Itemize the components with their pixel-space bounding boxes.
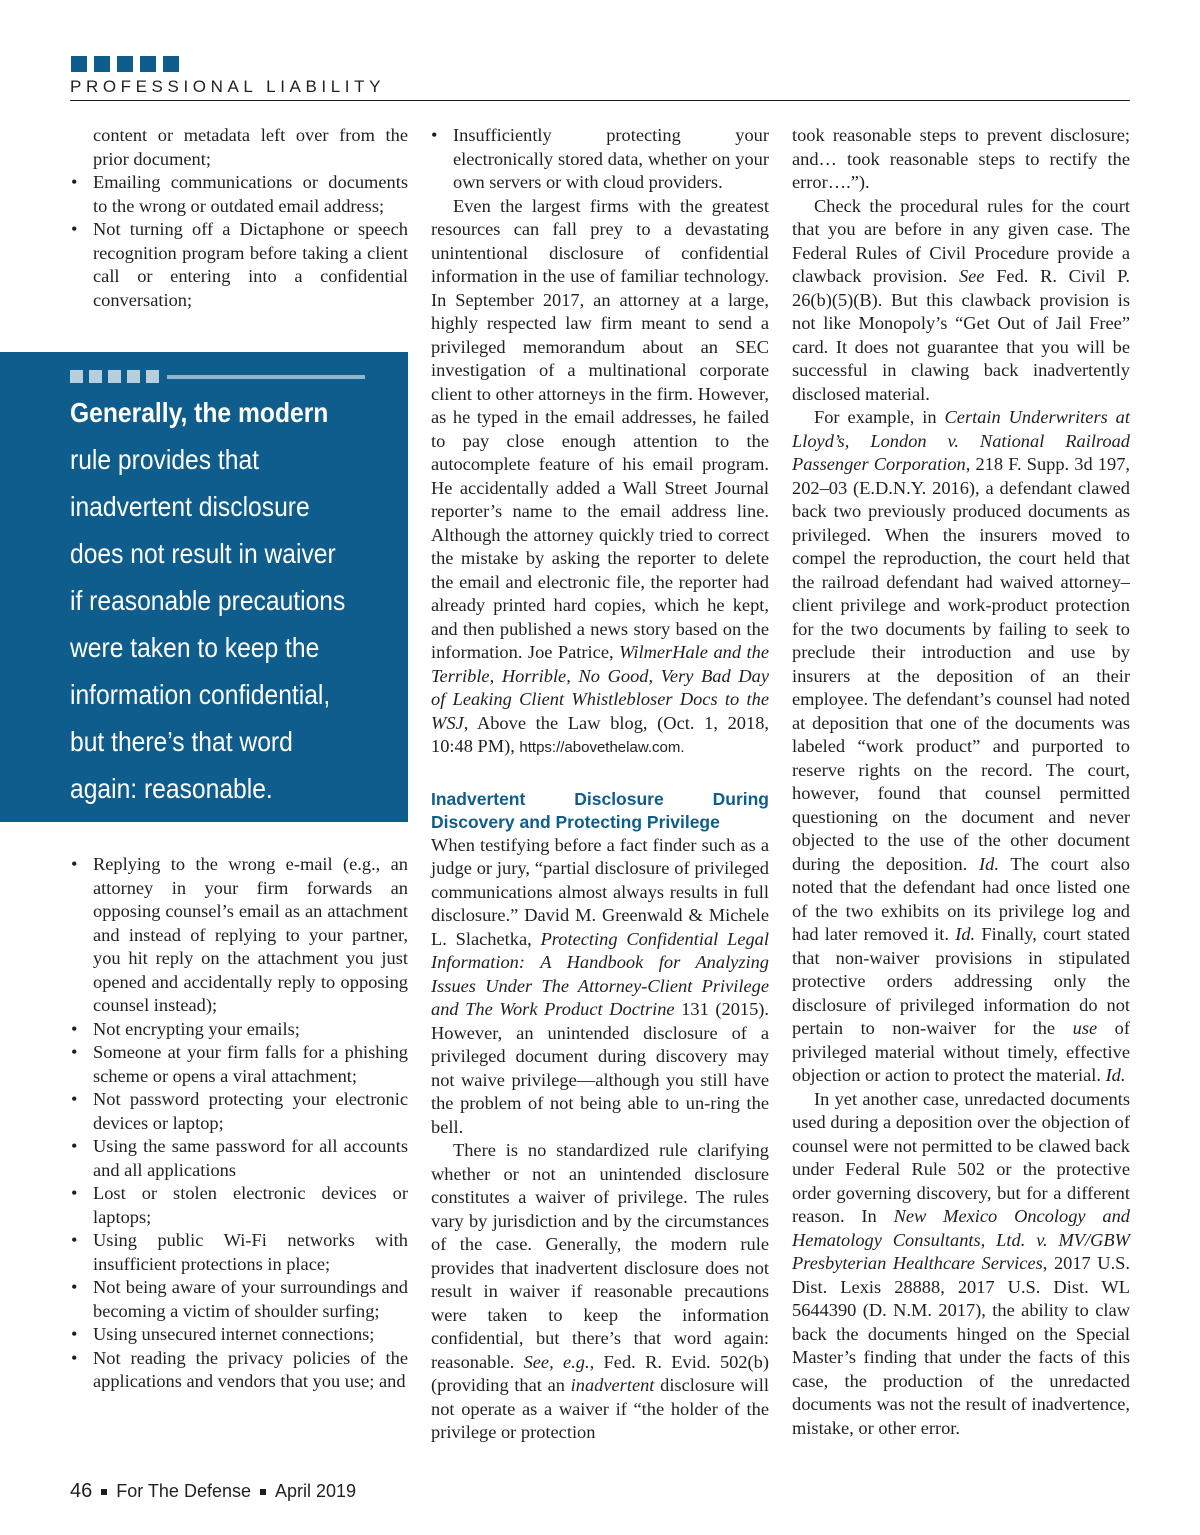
pull-quote-line: were taken to keep the (70, 632, 320, 663)
pull-quote-lead: Generally, the modern (70, 397, 329, 428)
list-item: • Insufficiently protecting your electronically stored data, whether on your own servers or with cloud providers. (431, 124, 769, 195)
list-item: • Not being aware of your surroundings and becoming a victim of shoulder surfing; (71, 1276, 408, 1323)
text-run: Finally, court stated that non-waiver provisions in stipulated protective orders addressing only the disclosure of privileged information do not pertain to non-waiver for the (792, 924, 1130, 1038)
bullet-list-top (71, 124, 408, 312)
square-icon (89, 370, 102, 383)
paragraph: took reasonable steps to prevent disclosure; and… took reasonable steps to rectify the error….”). (792, 125, 1130, 192)
pull-quote-rule (167, 375, 365, 379)
text-run: The court also noted that the defendant had once listed one of the two exhibits on its privilege log and had later removed it. (792, 853, 1130, 944)
section-heading: Inadvertent Disclosure During Discovery and Protecting Privilege (431, 788, 769, 832)
square-icon (117, 56, 133, 72)
text-run: Check the procedural rules for the court that you are before in any given case. The Federal Rules of Civil Procedure provide a clawback provision. (792, 195, 1130, 286)
list-item: • Not reading the privacy policies of the applications and vendors that you use; and (71, 1347, 408, 1394)
paragraph (792, 195, 1130, 407)
id-citation: Id. (955, 924, 976, 944)
square-icon (140, 56, 156, 72)
square-icon (146, 370, 159, 383)
pull-quote-squares (70, 370, 408, 383)
list-item: • Replying to the wrong e-mail (e.g., an attorney in your firm forwards an opposing counsel’s email as an attachment and instead of replying to your partner, you hit reply on the attachment you just opened and accidentally reply to opposing counsel instead); (71, 853, 408, 1018)
signal-text: See (958, 266, 985, 286)
text-run: 131 (2015). However, an unintended disclosure of a privileged document during discovery may not waive privilege—although you still have the problem of not being able to un-ring the bell. (431, 999, 770, 1137)
list-item: • Lost or stolen electronic devices or laptops; (71, 1182, 408, 1229)
page-number: 46 (70, 1480, 93, 1502)
column-1-bottom (71, 853, 408, 1394)
text-run: disclosure will not operate as a waiver if “the holder of the privilege or protection (431, 1375, 769, 1442)
square-icon (71, 56, 87, 72)
list-item: • Not turning off a Dictaphone or speech recognition program before taking a client call or entering into a confidential conversation; (71, 218, 408, 312)
signal-text: See, e.g., (523, 1351, 595, 1372)
text-run: There is no standardized rule clarifying whether or not an unintended disclosure constitutes a waiver of privilege. The rules vary by jurisdiction and by the circumstances of the case. Generally, the modern rule provides that inadvertent disclosure does not result in waiver if reasonable precautions were taken to keep the information confidential, but there’s that word again: reasonable. (431, 1140, 769, 1372)
paragraph (431, 1139, 769, 1445)
text-run: , Above the Law blog, (Oct. 1, 2018, 10:48 PM), (431, 712, 769, 756)
text-run: , 218 F. Supp. 3d 197, 202–03 (E.D.N.Y. 2016), a defendant clawed back two previously produced documents as privileged. When the insurers moved to compel the reproduction, the court held that the railroad defendant had waived attorney–client privilege and work-product protection for the two documents by failing to seek to preclude their introduction and use by insurers at the deposition of an their employee. The defendant’s counsel had noted at deposition that one of the documents was labeled “work product” and purported to reserve rights on the record. The court, however, found that counsel permitted questioning on the document and never objected to the use of the other document during the deposition. (792, 454, 1130, 874)
square-icon (108, 370, 121, 383)
square-icon (127, 370, 140, 383)
section-label: PROFESSIONAL LIABILITY (70, 77, 386, 96)
square-icon (163, 56, 179, 72)
column-2 (431, 124, 769, 1445)
list-item: • Using public Wi-Fi networks with insufficient protections in place; (71, 1229, 408, 1276)
issue-date: April 2019 (275, 1481, 357, 1501)
list-item: • Emailing communications or documents to the wrong or outdated email address; (71, 171, 408, 218)
citation-title: Protecting Confidential Legal Information: A Handbook for Analyzing Issues Under The Attorney-Client Privilege and The Work Product Doctrine (431, 928, 769, 1019)
pull-quote-line: inadvertent disclosure (70, 491, 310, 522)
citation-title: WilmerHale and the Terrible, Horrible, No Good, Very Bad Day of Leaking Client Whistlebloser Docs to the WSJ (431, 642, 769, 733)
header-squares (71, 56, 179, 72)
paragraph (792, 1088, 1130, 1441)
text-run: Fed. R. Civil P. 26(b)(5)(B). But this clawback provision is not like Monopoly’s “Get Out of Jail Free” card. It does not guarantee that you will be successful in clawing back inadvertently disclosed material. (792, 266, 1130, 404)
text-run: When testifying before a fact finder such as a judge or jury, “partial disclosure of privileged communications almost always results in full disclosure.” David M. Greenwald & Michele L. Slachetka, (431, 834, 769, 949)
emphasis-text: use (1072, 1018, 1098, 1038)
paragraph (792, 406, 1130, 1088)
list-item: • Someone at your firm falls for a phishing scheme or opens a viral attachment; (71, 1041, 408, 1088)
emphasis-text: inadvertent (570, 1375, 655, 1395)
square-icon (101, 1489, 107, 1495)
text-run: For example, in (814, 407, 937, 427)
paragraph (431, 195, 769, 760)
pull-quote-line: information confidential, (70, 679, 331, 710)
bullet-list-col2 (431, 124, 769, 195)
pull-quote-line: again: reasonable. (70, 773, 273, 804)
case-name: New Mexico Oncology and Hematology Consultants, Ltd. v. MV/GBW Presbyterian Healthcare Services (792, 1206, 1130, 1273)
pull-quote-line: if reasonable precautions (70, 585, 346, 616)
publication-name: For The Defense (116, 1481, 251, 1501)
url-text: https://abovethelaw.com. (519, 739, 685, 756)
square-icon (260, 1489, 266, 1495)
pull-quote-line: does not result in waiver (70, 538, 336, 569)
square-icon (70, 370, 83, 383)
list-item: • Not encrypting your emails; (71, 1018, 408, 1042)
text-run: In yet another case, unredacted documents used during a deposition over the objection of counsel were not permitted to be clawed back under Federal Rule 502 or the protective order governing discovery, but for a different reason. In (792, 1088, 1130, 1226)
id-citation: Id. (979, 853, 999, 874)
pull-quote-line: rule provides that (70, 444, 260, 475)
list-item: content or metadata left over from the prior document; (93, 125, 408, 169)
pull-quote-line: but there’s that word (70, 726, 293, 757)
list-item: • Using the same password for all accounts and all applications (71, 1135, 408, 1182)
text-run: of privileged material without timely, effective objection or action to protect the material. (792, 1018, 1130, 1085)
case-name: Certain Underwriters at Lloyd’s, London v. National Railroad Passenger Corporation (792, 407, 1130, 474)
text-run: Fed. R. Evid. 502(b) (providing that an (431, 1351, 769, 1395)
page-footer (70, 1480, 356, 1503)
pull-quote (0, 352, 408, 822)
id-citation: Id. (1105, 1065, 1126, 1085)
bullet-list-bottom (71, 853, 408, 1394)
square-icon (94, 56, 110, 72)
text-run: , 2017 U.S. Dist. Lexis 28888, 2017 U.S. Dist. WL 5644390 (D. N.M. 2017), the ability to claw back the documents hinged on the Special Master’s finding that under the facts of this case, the production of the unredacted documents was not the result of inadvertence, mistake, or other error. (792, 1253, 1131, 1438)
header-rule (70, 100, 1130, 101)
paragraph (431, 834, 769, 1140)
list-item: • Not password protecting your electronic devices or laptop; (71, 1088, 408, 1135)
text-run: Even the largest firms with the greatest resources can fall prey to a devastating unintentional disclosure of confidential information in the use of familiar technology. In September 2017, an attorney at a large, highly respected law firm meant to send a privileged memorandum about an SEC investigation of a multinational corporate client to other attorneys in the firm. However, as he typed in the email addresses, he failed to pay close enough attention to the autocomplete feature of his email program. He accidentally added a Wall Street Journal reporter’s name to the email address line. Although the attorney quickly tried to correct the mistake by asking the reporter to delete the email and electronic file, the reporter had already printed hard copies, which he kept, and then published a news story based on the information. Joe Patrice, (431, 195, 769, 662)
list-item: • Using unsecured internet connections; (71, 1323, 408, 1347)
column-1-top (71, 124, 408, 312)
column-3 (792, 124, 1130, 1440)
pull-quote-text (70, 389, 367, 812)
